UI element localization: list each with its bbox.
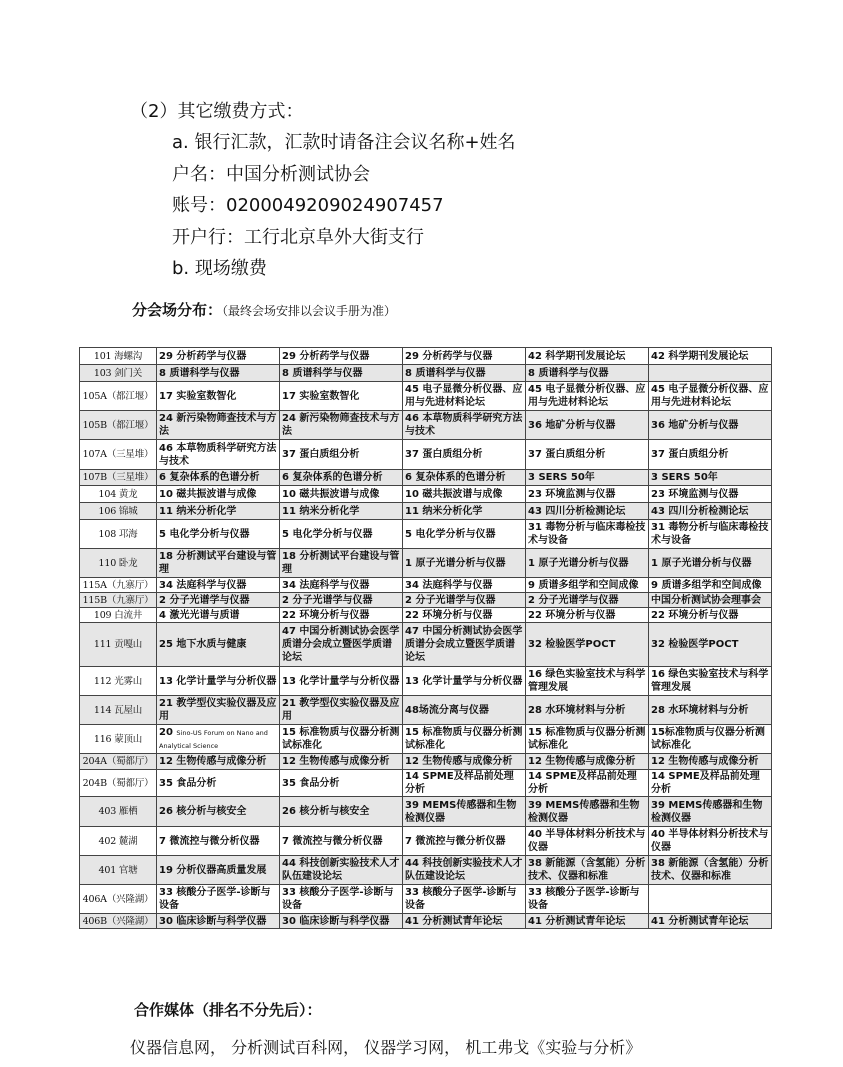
session-cell: 36 地矿分析与仪器 xyxy=(649,411,772,440)
session-cell: 15 标准物质与仪器分析测试标准化 xyxy=(403,725,526,754)
table-row xyxy=(80,608,772,623)
session-cell: 44 科技创新实验技术人才队伍建设论坛 xyxy=(280,856,403,885)
session-cell: 34 法庭科学与仪器 xyxy=(157,578,280,593)
session-cell: 33 核酸分子医学-诊断与设备 xyxy=(526,885,649,914)
session-cell: 42 科学期刊发展论坛 xyxy=(649,348,772,365)
session-cell: 15 标准物质与仪器分析测试标准化 xyxy=(280,725,403,754)
session-cell: 44 科技创新实验技术人才队伍建设论坛 xyxy=(403,856,526,885)
session-cell: 30 临床诊断与科学仪器 xyxy=(280,914,403,929)
session-cell: 17 实验室数智化 xyxy=(157,382,280,411)
session-cell: 39 MEMS传感器和生物检测仪器 xyxy=(526,797,649,827)
session-cell: 22 环境分析与仪器 xyxy=(526,608,649,623)
session-cell: 5 电化学分析与仪器 xyxy=(157,520,280,549)
session-cell: 25 地下水质与健康 xyxy=(157,623,280,667)
session-cell: 22 环境分析与仪器 xyxy=(280,608,403,623)
table-row xyxy=(80,797,772,827)
session-cell: 7 微流控与微分析仪器 xyxy=(280,827,403,856)
bank-branch: 开户行：工行北京阜外大街支行 xyxy=(172,226,424,248)
room-cell: 401 官塘 xyxy=(80,856,157,885)
session-cell: 28 水环境材料与分析 xyxy=(649,696,772,725)
session-cell: 40 半导体材料分析技术与仪器 xyxy=(649,827,772,856)
session-cell: 23 环境监测与仪器 xyxy=(526,486,649,503)
session-cell: 21 教学型仪实验仪器及应用 xyxy=(157,696,280,725)
venue-schedule-table xyxy=(79,347,772,929)
room-cell: 204A（蜀都厅） xyxy=(80,754,157,770)
table-row xyxy=(80,914,772,929)
session-cell: 12 生物传感与成像分析 xyxy=(157,754,280,770)
session-cell: 2 分子光谱学与仪器 xyxy=(526,593,649,608)
session-cell: 14 SPME及样品前处理分析 xyxy=(526,770,649,797)
session-cell: 22 环境分析与仪器 xyxy=(649,608,772,623)
table-row xyxy=(80,696,772,725)
session-cell: 43 四川分析检测论坛 xyxy=(526,503,649,520)
session-cell: 12 生物传感与成像分析 xyxy=(403,754,526,770)
session-cell: 8 质谱科学与仪器 xyxy=(403,365,526,382)
session-cell: 26 核分析与核安全 xyxy=(157,797,280,827)
table-row xyxy=(80,440,772,470)
session-cell: 12 生物传感与成像分析 xyxy=(526,754,649,770)
session-cell: 48场流分离与仪器 xyxy=(403,696,526,725)
room-cell: 108 邛海 xyxy=(80,520,157,549)
venues-heading xyxy=(132,299,396,320)
room-cell: 112 光雾山 xyxy=(80,667,157,696)
session-cell: 22 环境分析与仪器 xyxy=(403,608,526,623)
room-cell: 204B（蜀都厅） xyxy=(80,770,157,797)
session-cell: 12 生物传感与成像分析 xyxy=(280,754,403,770)
session-cell: 13 化学计量学与分析仪器 xyxy=(280,667,403,696)
venues-note: （最终会场安排以会议手册为准） xyxy=(222,304,397,318)
room-cell: 107B（三星堆） xyxy=(80,470,157,486)
payment-methods xyxy=(130,96,810,284)
table-row xyxy=(80,549,772,578)
room-cell: 111 贡嘎山 xyxy=(80,623,157,667)
room-cell: 103 剑门关 xyxy=(80,365,157,382)
table-row xyxy=(80,770,772,797)
onsite-payment: b. 现场缴费 xyxy=(172,258,267,280)
session-cell: 32 检验医学POCT xyxy=(649,623,772,667)
table-row xyxy=(80,348,772,365)
session-cell: 24 新污染物筛查技术与方法 xyxy=(157,411,280,440)
session-cell: 39 MEMS传感器和生物检测仪器 xyxy=(403,797,526,827)
room-cell: 104 黄龙 xyxy=(80,486,157,503)
session-cell: 7 微流控与微分析仪器 xyxy=(403,827,526,856)
session-cell: 16 绿色实验室技术与科学管理发展 xyxy=(526,667,649,696)
session-cell: 11 纳米分析化学 xyxy=(280,503,403,520)
table-row xyxy=(80,411,772,440)
session-cell: 6 复杂体系的色谱分析 xyxy=(403,470,526,486)
session-cell: 36 地矿分析与仪器 xyxy=(526,411,649,440)
session-cell: 38 新能源（含氢能）分析技术、仪器和标准 xyxy=(526,856,649,885)
session-cell: 38 新能源（含氢能）分析技术、仪器和标准 xyxy=(649,856,772,885)
session-cell: 42 科学期刊发展论坛 xyxy=(526,348,649,365)
payment-heading: （2）其它缴费方式： xyxy=(130,101,304,122)
session-cell: 39 MEMS传感器和生物检测仪器 xyxy=(649,797,772,827)
session-cell: 6 复杂体系的色谱分析 xyxy=(280,470,403,486)
account-number: 账号：0200049209024907457 xyxy=(172,195,444,217)
session-cell: 8 质谱科学与仪器 xyxy=(280,365,403,382)
session-cell: 1 原子光谱分析与仪器 xyxy=(526,549,649,578)
session-cell: 40 半导体材料分析技术与仪器 xyxy=(526,827,649,856)
session-cell: 16 绿色实验室技术与科学管理发展 xyxy=(649,667,772,696)
venues-title: 分会场分布： xyxy=(132,301,223,319)
session-cell: 46 本草物质科学研究方法与技术 xyxy=(403,411,526,440)
session-cell: 32 检验医学POCT xyxy=(526,623,649,667)
session-cell: 29 分析药学与仪器 xyxy=(403,348,526,365)
session-cell: 19 分析仪器高质量发展 xyxy=(157,856,280,885)
session-cell xyxy=(157,725,280,754)
session-cell: 11 纳米分析化学 xyxy=(157,503,280,520)
session-cell: 5 电化学分析与仪器 xyxy=(403,520,526,549)
session-cell: 5 电化学分析与仪器 xyxy=(280,520,403,549)
table-row xyxy=(80,667,772,696)
session-cell: 33 核酸分子医学-诊断与设备 xyxy=(280,885,403,914)
session-cell: 29 分析药学与仪器 xyxy=(157,348,280,365)
table-row xyxy=(80,486,772,503)
room-cell: 106 锦城 xyxy=(80,503,157,520)
session-cell: 10 磁共振波谱与成像 xyxy=(403,486,526,503)
session-cell: 41 分析测试青年论坛 xyxy=(526,914,649,929)
session-cell: 10 磁共振波谱与成像 xyxy=(280,486,403,503)
session-cell: 47 中国分析测试协会医学质谱分会成立暨医学质谱论坛 xyxy=(403,623,526,667)
session-cell: 47 中国分析测试协会医学质谱分会成立暨医学质谱论坛 xyxy=(280,623,403,667)
session-cell: 中国分析测试协会理事会 xyxy=(649,593,772,608)
table-row xyxy=(80,856,772,885)
session-cell: 35 食品分析 xyxy=(157,770,280,797)
session-cell xyxy=(649,365,772,382)
table-row xyxy=(80,725,772,754)
session-cell: 23 环境监测与仪器 xyxy=(649,486,772,503)
table-row xyxy=(80,754,772,770)
session-cell: 15 标准物质与仪器分析测试标准化 xyxy=(526,725,649,754)
media-title: 合作媒体（排名不分先后）： xyxy=(134,1001,322,1019)
session-cell: 13 化学计量学与分析仪器 xyxy=(403,667,526,696)
session-cell: 9 质谱多组学和空间成像 xyxy=(526,578,649,593)
room-cell: 110 卧龙 xyxy=(80,549,157,578)
session-cell: 6 复杂体系的色谱分析 xyxy=(157,470,280,486)
session-cell: 46 本草物质科学研究方法与技术 xyxy=(157,440,280,470)
session-cell: 8 质谱科学与仪器 xyxy=(157,365,280,382)
table-row xyxy=(80,382,772,411)
room-cell: 105A（都江堰） xyxy=(80,382,157,411)
session-cell: 37 蛋白质组分析 xyxy=(280,440,403,470)
room-cell: 105B（都江堰） xyxy=(80,411,157,440)
session-cell: 4 激光光谱与质谱 xyxy=(157,608,280,623)
session-cell: 34 法庭科学与仪器 xyxy=(403,578,526,593)
session-cell xyxy=(649,885,772,914)
session-number: 20 xyxy=(159,727,177,738)
session-cell: 37 蛋白质组分析 xyxy=(649,440,772,470)
session-cell: 33 核酸分子医学-诊断与设备 xyxy=(403,885,526,914)
room-cell: 403 雁栖 xyxy=(80,797,157,827)
room-cell: 406B（兴隆湖） xyxy=(80,914,157,929)
session-cell: 8 质谱科学与仪器 xyxy=(526,365,649,382)
session-english-title: Sino-US Forum on Nano and Analytical Science xyxy=(159,729,268,750)
session-cell: 29 分析药学与仪器 xyxy=(280,348,403,365)
session-cell: 11 纳米分析化学 xyxy=(403,503,526,520)
session-cell: 3 SERS 50年 xyxy=(526,470,649,486)
session-cell: 31 毒物分析与临床毒检技术与设备 xyxy=(526,520,649,549)
session-cell: 1 原子光谱分析与仪器 xyxy=(649,549,772,578)
room-cell: 402 麓湖 xyxy=(80,827,157,856)
session-cell: 37 蛋白质组分析 xyxy=(403,440,526,470)
table-row xyxy=(80,827,772,856)
session-cell: 17 实验室数智化 xyxy=(280,382,403,411)
session-cell: 43 四川分析检测论坛 xyxy=(649,503,772,520)
account-name: 户名：中国分析测试协会 xyxy=(172,163,370,185)
session-cell: 45 电子显微分析仪器、应用与先进材料论坛 xyxy=(526,382,649,411)
session-cell: 12 生物传感与成像分析 xyxy=(649,754,772,770)
session-cell: 14 SPME及样品前处理分析 xyxy=(649,770,772,797)
session-cell: 2 分子光谱学与仪器 xyxy=(403,593,526,608)
session-cell: 2 分子光谱学与仪器 xyxy=(157,593,280,608)
table-row xyxy=(80,593,772,608)
table-row xyxy=(80,520,772,549)
session-cell: 45 电子显微分析仪器、应用与先进材料论坛 xyxy=(403,382,526,411)
table-row xyxy=(80,470,772,486)
room-cell: 109 白流井 xyxy=(80,608,157,623)
session-cell: 35 食品分析 xyxy=(280,770,403,797)
session-cell: 34 法庭科学与仪器 xyxy=(280,578,403,593)
table-row xyxy=(80,885,772,914)
session-cell: 24 新污染物筛查技术与方法 xyxy=(280,411,403,440)
room-cell: 107A（三星堆） xyxy=(80,440,157,470)
session-cell: 18 分析测试平台建设与管理 xyxy=(280,549,403,578)
session-cell: 41 分析测试青年论坛 xyxy=(649,914,772,929)
session-cell: 7 微流控与微分析仪器 xyxy=(157,827,280,856)
media-list: 仪器信息网， 分析测试百科网， 仪器学习网， 机工弗戈《实验与分析》 xyxy=(130,1038,642,1057)
table-row xyxy=(80,578,772,593)
session-cell: 15标准物质与仪器分析测试标准化 xyxy=(649,725,772,754)
room-cell: 406A（兴隆湖） xyxy=(80,885,157,914)
session-cell: 45 电子显微分析仪器、应用与先进材料论坛 xyxy=(649,382,772,411)
session-cell: 37 蛋白质组分析 xyxy=(526,440,649,470)
session-cell: 3 SERS 50年 xyxy=(649,470,772,486)
session-cell: 9 质谱多组学和空间成像 xyxy=(649,578,772,593)
room-cell: 115B（九寨厅） xyxy=(80,593,157,608)
table-row xyxy=(80,623,772,667)
session-cell: 30 临床诊断与科学仪器 xyxy=(157,914,280,929)
session-cell: 13 化学计量学与分析仪器 xyxy=(157,667,280,696)
session-cell: 10 磁共振波谱与成像 xyxy=(157,486,280,503)
room-cell: 101 海螺沟 xyxy=(80,348,157,365)
session-cell: 26 核分析与核安全 xyxy=(280,797,403,827)
session-cell: 18 分析测试平台建设与管理 xyxy=(157,549,280,578)
session-cell: 41 分析测试青年论坛 xyxy=(403,914,526,929)
room-cell: 115A（九寨厅） xyxy=(80,578,157,593)
table-row xyxy=(80,365,772,382)
session-cell: 2 分子光谱学与仪器 xyxy=(280,593,403,608)
bank-transfer-note: a. 银行汇款，汇款时请备注会议名称+姓名 xyxy=(172,132,516,154)
session-cell: 14 SPME及样品前处理分析 xyxy=(403,770,526,797)
session-cell: 1 原子光谱分析与仪器 xyxy=(403,549,526,578)
session-cell: 21 教学型仪实验仪器及应用 xyxy=(280,696,403,725)
session-cell: 28 水环境材料与分析 xyxy=(526,696,649,725)
session-cell: 33 核酸分子医学-诊断与设备 xyxy=(157,885,280,914)
table-row xyxy=(80,503,772,520)
session-cell: 31 毒物分析与临床毒检技术与设备 xyxy=(649,520,772,549)
room-cell: 116 蒙顶山 xyxy=(80,725,157,754)
room-cell: 114 瓦屋山 xyxy=(80,696,157,725)
